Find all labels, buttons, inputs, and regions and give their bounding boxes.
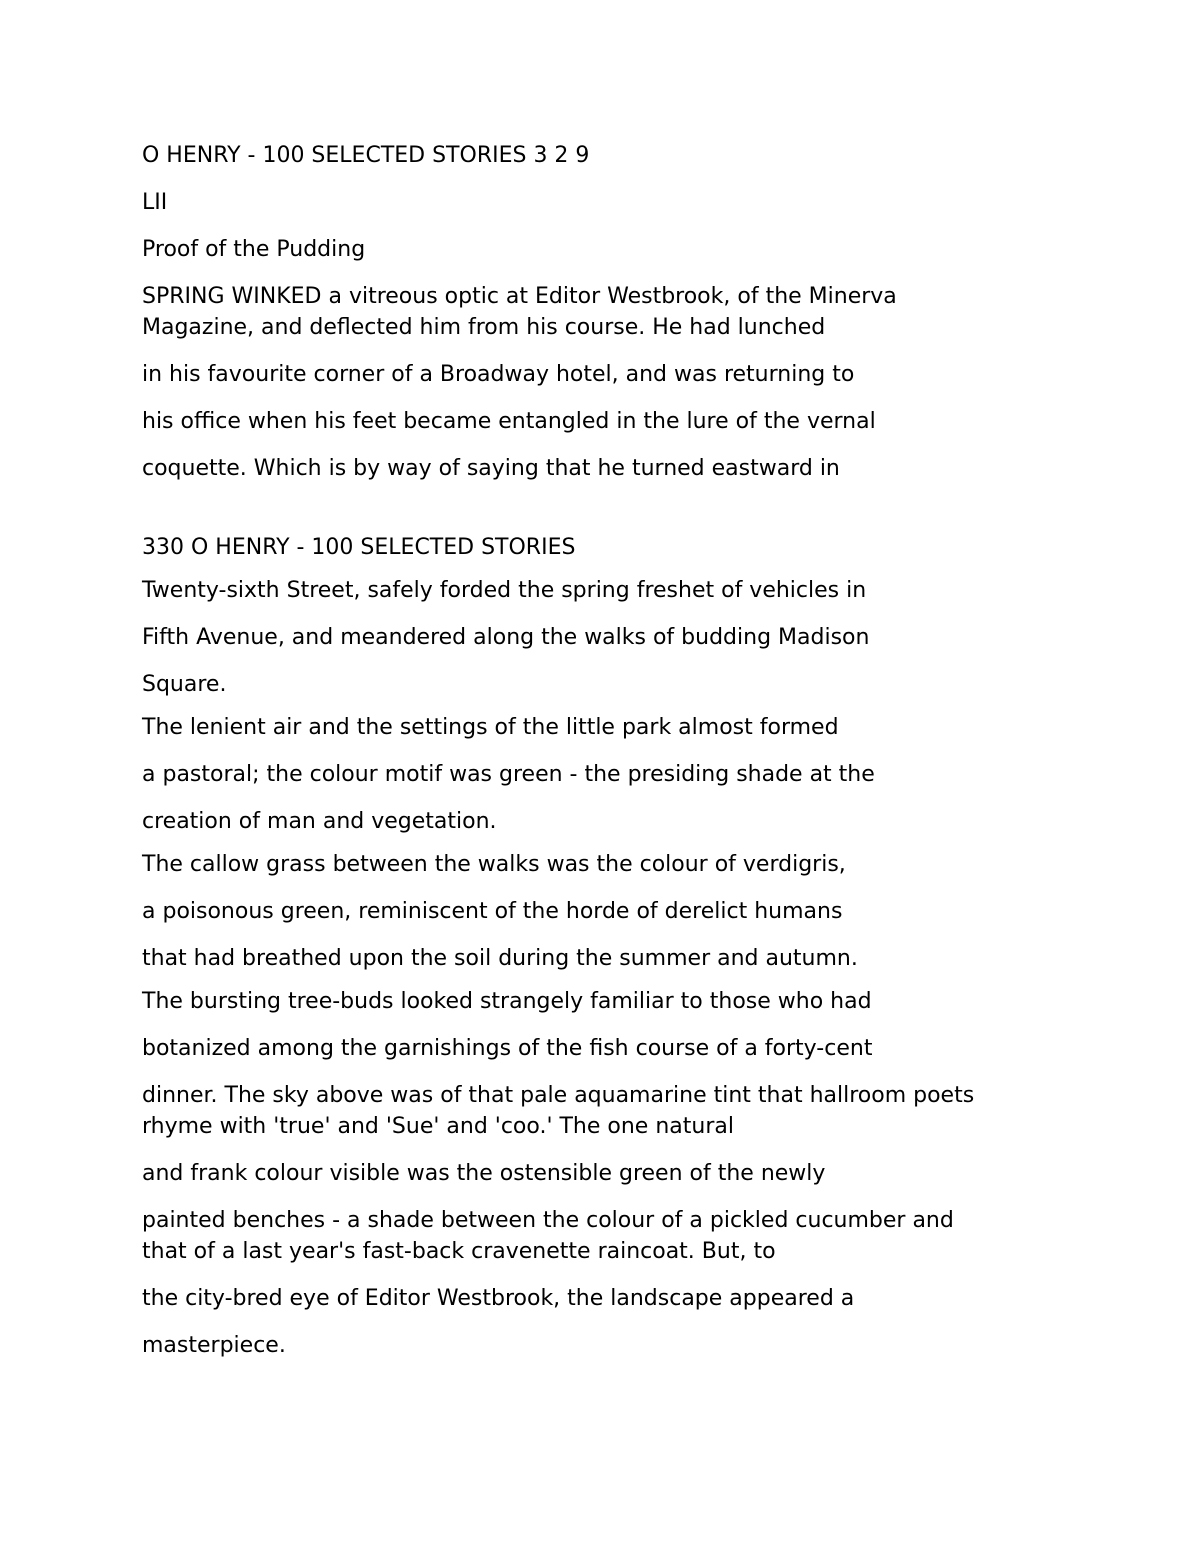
paragraph [142, 281, 1102, 343]
paragraph-line: Magazine, and deflected him from his course. He had lunched [142, 315, 826, 340]
paragraph: in his favourite corner of a Broadway hotel, and was returning to [142, 362, 855, 387]
paragraph: a pastoral; the colour motif was green - the presiding shade at the [142, 762, 875, 787]
paragraph: a poisonous green, reminiscent of the horde of derelict humans [142, 899, 843, 924]
paragraph-line: rhyme with 'true' and 'Sue' and 'coo.' The one natural [142, 1114, 734, 1139]
paragraph-line: painted benches - a shade between the colour of a pickled cucumber and [142, 1208, 954, 1233]
paragraph-line: dinner. The sky above was of that pale aquamarine tint that hallroom poets [142, 1083, 975, 1108]
paragraph: creation of man and vegetation. [142, 809, 497, 834]
paragraph: Square. [142, 672, 227, 697]
paragraph: Twenty-sixth Street, safely forded the spring freshet of vehicles in [142, 578, 867, 603]
paragraph: and frank colour visible was the ostensible green of the newly [142, 1161, 826, 1186]
paragraph-line: that of a last year's fast-back cravenette raincoat. But, to [142, 1239, 776, 1264]
document-body [142, 140, 1102, 1377]
paragraph: botanized among the garnishings of the fish course of a forty-cent [142, 1036, 873, 1061]
paragraph [142, 1080, 1102, 1142]
page-header: O HENRY - 100 SELECTED STORIES 3 2 9 [142, 143, 590, 168]
paragraph-line: SPRING WINKED a vitreous optic at Editor Westbrook, of the Minerva [142, 284, 897, 309]
paragraph: The callow grass between the walks was the colour of verdigris, [142, 852, 846, 877]
story-title: Proof of the Pudding [142, 237, 366, 262]
paragraph: the city-bred eye of Editor Westbrook, the landscape appeared a [142, 1286, 855, 1311]
page-header: 330 O HENRY - 100 SELECTED STORIES [142, 535, 576, 560]
paragraph: The bursting tree-buds looked strangely familiar to those who had [142, 989, 872, 1014]
paragraph: masterpiece. [142, 1333, 286, 1358]
paragraph: Fifth Avenue, and meandered along the walks of budding Madison [142, 625, 870, 650]
paragraph [142, 1205, 1102, 1267]
paragraph: The lenient air and the settings of the little park almost formed [142, 715, 839, 740]
paragraph: coquette. Which is by way of saying that he turned eastward in [142, 456, 840, 481]
paragraph: that had breathed upon the soil during the summer and autumn. [142, 946, 858, 971]
chapter-number: LII [142, 190, 168, 215]
paragraph: his office when his feet became entangled in the lure of the vernal [142, 409, 876, 434]
